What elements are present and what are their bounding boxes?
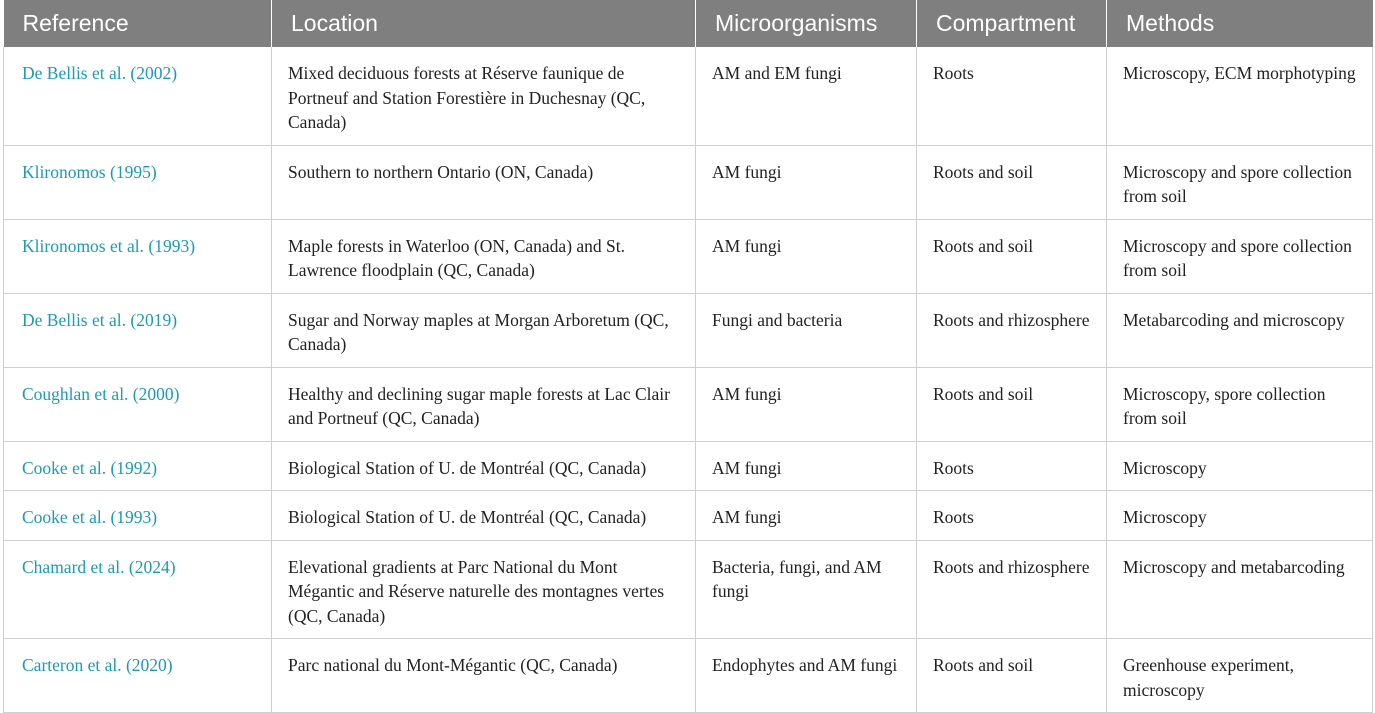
table-row bbox=[4, 441, 1373, 491]
table-row bbox=[4, 639, 1373, 713]
methods-cell: Greenhouse experiment, microscopy bbox=[1107, 639, 1373, 713]
table-header-row bbox=[4, 0, 1373, 47]
reference-link[interactable]: Carteron et al. (2020) bbox=[4, 639, 272, 713]
references-table-container bbox=[3, 0, 1372, 713]
reference-link[interactable]: Chamard et al. (2024) bbox=[4, 540, 272, 639]
location-cell: Elevational gradients at Parc National du Mont Mégantic and Réserve naturelle des montagnes vertes (QC, Canada) bbox=[272, 540, 696, 639]
table-row bbox=[4, 145, 1373, 219]
header-reference[interactable]: Reference bbox=[4, 0, 272, 47]
microorganisms-cell: AM fungi bbox=[696, 219, 917, 293]
methods-cell: Metabarcoding and microscopy bbox=[1107, 293, 1373, 367]
methods-cell: Microscopy and spore collection from soil bbox=[1107, 219, 1373, 293]
microorganisms-cell: AM fungi bbox=[696, 145, 917, 219]
compartment-cell: Roots bbox=[917, 47, 1107, 145]
table-row bbox=[4, 367, 1373, 441]
header-location[interactable]: Location bbox=[272, 0, 696, 47]
microorganisms-cell: AM fungi bbox=[696, 491, 917, 541]
references-table bbox=[3, 0, 1373, 713]
compartment-cell: Roots and rhizosphere bbox=[917, 540, 1107, 639]
reference-link[interactable]: Klironomos et al. (1993) bbox=[4, 219, 272, 293]
compartment-cell: Roots and rhizosphere bbox=[917, 293, 1107, 367]
location-cell: Sugar and Norway maples at Morgan Arboretum (QC, Canada) bbox=[272, 293, 696, 367]
location-cell: Biological Station of U. de Montréal (QC, Canada) bbox=[272, 491, 696, 541]
microorganisms-cell: AM and EM fungi bbox=[696, 47, 917, 145]
header-compartment[interactable]: Compartment bbox=[917, 0, 1107, 47]
table-row bbox=[4, 219, 1373, 293]
location-cell: Healthy and declining sugar maple forests at Lac Clair and Portneuf (QC, Canada) bbox=[272, 367, 696, 441]
compartment-cell: Roots and soil bbox=[917, 145, 1107, 219]
compartment-cell: Roots bbox=[917, 491, 1107, 541]
reference-link[interactable]: Cooke et al. (1992) bbox=[4, 441, 272, 491]
methods-cell: Microscopy and metabarcoding bbox=[1107, 540, 1373, 639]
table-row bbox=[4, 540, 1373, 639]
methods-cell: Microscopy bbox=[1107, 491, 1373, 541]
table-row bbox=[4, 47, 1373, 145]
reference-link[interactable]: Coughlan et al. (2000) bbox=[4, 367, 272, 441]
compartment-cell: Roots and soil bbox=[917, 639, 1107, 713]
compartment-cell: Roots and soil bbox=[917, 219, 1107, 293]
methods-cell: Microscopy, spore collection from soil bbox=[1107, 367, 1373, 441]
location-cell: Biological Station of U. de Montréal (QC, Canada) bbox=[272, 441, 696, 491]
location-cell: Parc national du Mont-Mégantic (QC, Canada) bbox=[272, 639, 696, 713]
reference-link[interactable]: Klironomos (1995) bbox=[4, 145, 272, 219]
microorganisms-cell: AM fungi bbox=[696, 367, 917, 441]
location-cell: Mixed deciduous forests at Réserve faunique de Portneuf and Station Forestière in Duchesnay (QC, Canada) bbox=[272, 47, 696, 145]
location-cell: Southern to northern Ontario (ON, Canada) bbox=[272, 145, 696, 219]
methods-cell: Microscopy bbox=[1107, 441, 1373, 491]
reference-link[interactable]: De Bellis et al. (2019) bbox=[4, 293, 272, 367]
microorganisms-cell: Bacteria, fungi, and AM fungi bbox=[696, 540, 917, 639]
compartment-cell: Roots and soil bbox=[917, 367, 1107, 441]
microorganisms-cell: Fungi and bacteria bbox=[696, 293, 917, 367]
microorganisms-cell: Endophytes and AM fungi bbox=[696, 639, 917, 713]
compartment-cell: Roots bbox=[917, 441, 1107, 491]
location-cell: Maple forests in Waterloo (ON, Canada) and St. Lawrence floodplain (QC, Canada) bbox=[272, 219, 696, 293]
header-microorganisms[interactable]: Microorganisms bbox=[696, 0, 917, 47]
table-row bbox=[4, 491, 1373, 541]
microorganisms-cell: AM fungi bbox=[696, 441, 917, 491]
header-methods[interactable]: Methods bbox=[1107, 0, 1373, 47]
methods-cell: Microscopy and spore collection from soil bbox=[1107, 145, 1373, 219]
reference-link[interactable]: De Bellis et al. (2002) bbox=[4, 47, 272, 145]
reference-link[interactable]: Cooke et al. (1993) bbox=[4, 491, 272, 541]
table-row bbox=[4, 293, 1373, 367]
methods-cell: Microscopy, ECM morphotyping bbox=[1107, 47, 1373, 145]
